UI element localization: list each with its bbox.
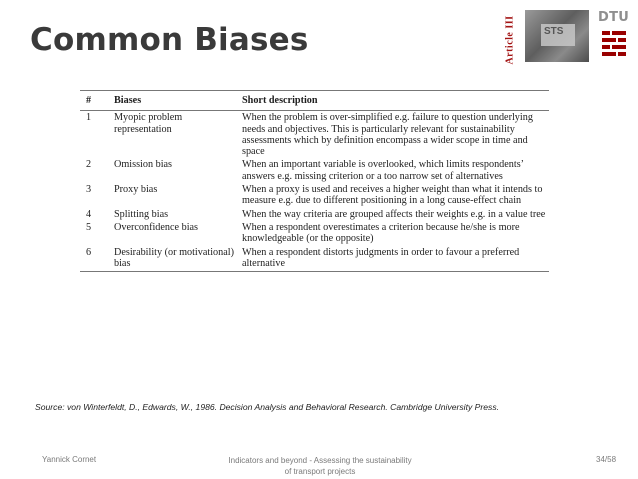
bias-description: When a respondent distorts judgments in order to favour a preferred alternative bbox=[240, 246, 549, 272]
bias-name: Overconfidence bias bbox=[114, 221, 199, 233]
footer-presentation-title bbox=[190, 455, 450, 477]
row-number: 3 bbox=[86, 184, 92, 196]
biases-table bbox=[80, 90, 549, 330]
column-header-description: Short description bbox=[240, 91, 549, 111]
row-number: 4 bbox=[86, 208, 92, 220]
bias-description: When an important variable is overlooked, which limits respondents’ answers e.g. missing criterion or a too narrow set of alternatives bbox=[242, 159, 524, 182]
footer-title-line1: Indicators and beyond - Assessing the sustainability bbox=[228, 456, 412, 465]
table-row bbox=[80, 208, 549, 221]
bias-description: When the way criteria are grouped affects their weights e.g. in a value tree bbox=[242, 208, 546, 220]
bias-description: When a respondent overestimates a criterion because he/she is more knowledgeable (or the opposite) bbox=[242, 221, 520, 245]
bias-name: Desirability (or motivational) bias bbox=[112, 246, 240, 272]
table-header-row bbox=[80, 91, 549, 111]
row-number: 5 bbox=[86, 221, 92, 233]
row-number: 1 bbox=[86, 112, 92, 124]
bias-description: When the problem is over-simplified e.g. failure to question underlying needs and objectives. This is particularly relevant for sustainability assessments which by definition encompass a wider scope in time and space bbox=[242, 112, 533, 158]
row-number: 6 bbox=[80, 246, 112, 272]
bias-name: Proxy bias bbox=[114, 184, 158, 196]
dtu-logo-text: DTU bbox=[598, 10, 630, 25]
footer-page-number: 34/58 bbox=[596, 455, 617, 464]
table-row bbox=[80, 183, 549, 208]
table-row bbox=[80, 221, 549, 246]
bias-description: When a proxy is used and receives a higher weight than what it intends to measure e.g. due to different positioning in a long cause-effect chain bbox=[242, 184, 543, 207]
source-citation: Source: von Winterfeldt, D., Edwards, W., 1986. Decision Analysis and Behavioral Research. Cambridge University Press. bbox=[35, 402, 500, 412]
table-row bbox=[80, 111, 549, 159]
row-number: 2 bbox=[86, 159, 92, 171]
column-header-number: # bbox=[80, 91, 112, 111]
dtu-logo bbox=[596, 10, 632, 62]
table-row bbox=[80, 158, 549, 183]
bias-name: Omission bias bbox=[114, 159, 173, 171]
article-tag-label: Article III bbox=[504, 15, 516, 65]
article-tag bbox=[500, 8, 520, 72]
column-header-biases: Biases bbox=[112, 91, 240, 111]
footer-author: Yannick Cornet bbox=[42, 455, 97, 464]
thumbnail-text: STS bbox=[544, 26, 564, 37]
dtu-seal-icon bbox=[600, 29, 628, 61]
bias-name: Splitting bias bbox=[114, 208, 169, 220]
table-row bbox=[80, 246, 549, 272]
slide-title: Common Biases bbox=[30, 22, 309, 58]
bias-name: Myopic problem representation bbox=[114, 112, 183, 135]
footer-title-line2: of transport projects bbox=[284, 467, 356, 476]
header-thumbnail-image bbox=[525, 10, 589, 62]
